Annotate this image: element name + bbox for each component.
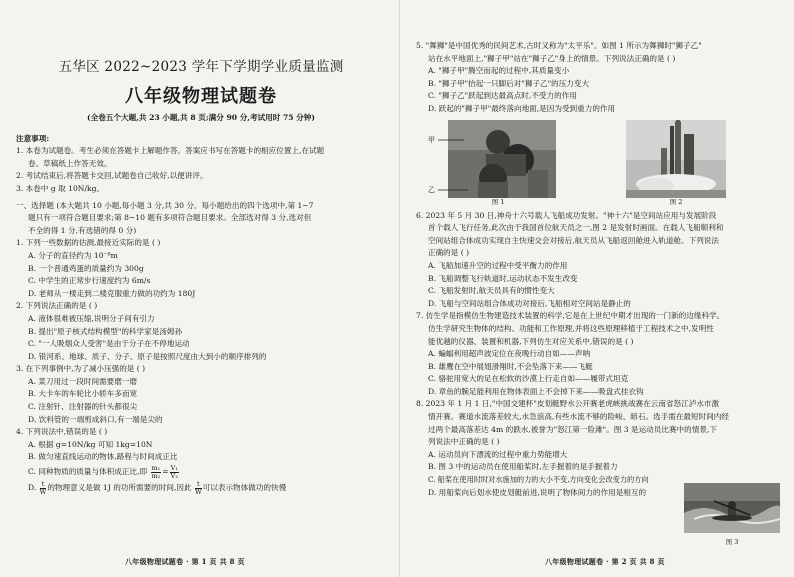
question-stem: 7. 仿生学是指模仿生物建造技术装置的科学,它是在上世纪中期才出现的一门新的边缘科学。	[416, 311, 725, 321]
figure-row	[416, 120, 780, 208]
question-stem: 5. "舞狮"是中国优秀的民间艺术,古时又称为"太平乐"。如图 1 所示为舞狮时"狮子乙"	[416, 41, 702, 50]
question-stem: 情开赛。赛道水流落差较大,水急浪高,有些水流不够的险峻、暗石。选手需在最短时间内经	[428, 412, 729, 422]
question-stem: 列说法中正确的是 ( )	[428, 437, 500, 447]
question-6	[416, 210, 780, 311]
question-stem: 正确的是 ( )	[428, 248, 470, 258]
option-d: D. 银河系、地球、质子、分子、原子是按照尺度由大到小的顺序排列的	[28, 351, 267, 361]
notice-line: 卷、草稿纸上作答无效。	[28, 158, 112, 168]
section-line: 一、选择题 (本大题共 10 小题,每小题 3 分,共 30 分。每小题给出的四个选项中,第 1~7	[16, 200, 314, 210]
section-1-instructions	[16, 200, 386, 238]
option-b: B. 做匀速直线运动的物体,路程与时间成正比	[28, 452, 178, 462]
page-footer-2: 八年级物理试题卷 · 第 2 页 共 8 页	[545, 557, 665, 567]
exam-subtitle: (全卷五个大题,共 23 小题,共 8 页;满分 90 分,考试用时 75 分钟)	[87, 113, 315, 122]
option-d: D. 饮料管的一端剪成斜口,有一端是尖的	[28, 414, 163, 424]
option-b: B. 飞船调整飞行轨道时,运动状态不发生改变	[428, 273, 578, 283]
option-d: D. 老师从一楼走到二楼克服重力做的功约为 180J	[28, 288, 196, 298]
question-1	[16, 237, 386, 300]
option-d: D. 章鱼的腕足能利用在物体表面上不会掉下来——吸盘式挂衣钩	[428, 386, 644, 396]
option-d: D. $\frac{t}{W}$ 的物理意义是做 1J 的功所需要的时间,因此 $\frac{t}{W}$ 可以表示物体做功的快慢	[28, 479, 287, 496]
option-d: D. 跃起的"狮子甲"最终落向地面,是因为受到重力的作用	[428, 103, 616, 113]
option-c: C. 骆驼用宽大的足在松软的沙漠上行走自如——履带式坦克	[428, 374, 629, 384]
option-c: C. 飞船发射时,航天员具有的惯性变大	[428, 286, 555, 296]
figure-2	[626, 120, 726, 207]
option-a: A. 蝙蝠利用超声波定位在夜晚行动自如——声呐	[428, 349, 591, 359]
option-c: C. "一人吸烟众人受害"是由于分子在不停地运动	[28, 339, 190, 349]
option-c-text: C. 同种物质的质量与体积成正比,即	[28, 467, 148, 477]
question-stem: 仿生学研究生物体的结构、功能和工作原理,并将这些原理移植于工程技术之中,发明性	[428, 323, 714, 333]
option-c: C. 中学生的正常步行速度约为 6m/s	[28, 276, 151, 286]
option-c: C. 同种物质的质量与体积成正比,即 $\frac{\text{m₁}}{\text{m₂}}$ = $\frac{\text{V₁}}{\text{V₂}}$	[28, 463, 178, 480]
option-a: A. 飞船加速升空的过程中受平衡力的作用	[428, 260, 568, 270]
mass-ratio: $\frac{\text{m₁}}{\text{m₂}}$	[151, 463, 161, 480]
question-stem: 1. 下列一些数据的估测,最接近实际的是 ( )	[16, 238, 161, 248]
question-4	[16, 426, 386, 496]
option-b: B. 提出"原子核式结构模型"的科学家是汤姆孙	[28, 326, 183, 336]
question-stem: 站在水平地面上,"狮子甲"站在"狮子乙"身上的情景。下列说法正确的是 ( )	[428, 53, 676, 63]
option-b: B. 一个普通鸡蛋的质量约为 300g	[28, 263, 144, 273]
time-work-ratio-2: $\frac{t}{W}$	[194, 479, 202, 496]
time-work-ratio: $\frac{t}{W}$	[39, 479, 47, 496]
figure-1-label-b: 乙	[428, 185, 435, 194]
question-stem: 首个载人飞行任务,此次由于我国首位航天员之一,图 2 是发射时画面。在载人飞船顺利和	[428, 223, 724, 233]
question-stem: 3. 在下列事例中,为了减小压强的是 ( )	[16, 364, 146, 374]
option-c: C. 船桨在使用时时对水施加的力的大小不变,方向变化会改变力的方向	[428, 475, 649, 485]
notice-header: 注意事项:	[16, 133, 50, 143]
question-7	[416, 310, 780, 398]
exam-title: 八年级物理试题卷	[125, 86, 277, 107]
option-a: A. 运动员向下漂流的过程中重力势能增大	[428, 449, 568, 459]
option-a: A. 液体很难被压缩,说明分子间有引力	[28, 313, 155, 323]
question-stem: 4. 下列说法中,错误的是 ( )	[16, 427, 108, 437]
figure-1-caption: 图 1	[491, 197, 505, 206]
figure-3-caption: 图 3	[725, 538, 739, 546]
question-stem: 能优越的仪器、装置和机器,下列仿生对应关系中,错误的是 ( )	[428, 336, 634, 346]
volume-ratio: $\frac{\text{V₁}}{\text{V₂}}$	[170, 463, 178, 480]
notice-line: 1. 本卷为试题卷。考生必须在答题卡上解题作答。答案应书写在答题卡的相应位置上,在试题	[16, 146, 325, 156]
option-a: A. 菜刀用过一段时间需要磨一磨	[28, 376, 138, 386]
option-c: C. "狮子乙"跃起到达最高点时,不受力的作用	[428, 91, 577, 101]
figure-3	[684, 483, 780, 547]
exam-title-region: 五华区 2022~2023 学年下学期学业质量监测	[58, 59, 344, 75]
option-a: A. "狮子甲"腾空而起的过程中,其质量变小	[428, 66, 570, 76]
option-a: A. 分子的直径约为 10⁻⁸m	[28, 250, 118, 260]
rocket-launch-photo	[626, 120, 726, 198]
option-b: B. 雄鹰在空中展翅滑翔时,不会坠落下来——飞艇	[428, 361, 593, 371]
figure-1	[428, 120, 558, 207]
option-c: C. 注射针、注射器的针头都很尖	[28, 402, 138, 412]
question-stem: 8. 2023 年 1 月 1 日,"中国交建杯"皮划艇野水公开赛老虎峡挑战赛在云南省怒江泸水市激	[416, 399, 720, 409]
question-2	[16, 300, 386, 363]
notice-line: 3. 本卷中 g 取 10N/kg。	[16, 183, 105, 193]
notice-line: 2. 考试结束后,将答题卡交回,试题卷自己收好,以便讲评。	[16, 171, 208, 181]
option-d: D. 飞船与空间站组合体成功对接后,飞船相对空间站是静止的	[428, 298, 631, 308]
question-5	[416, 40, 780, 116]
option-b: B. 大卡车的车轮比小轿车多而宽	[28, 389, 138, 399]
option-d: D. 用船桨向后划水使皮划艇前进,说明了物体间力的作用是相互的	[428, 487, 647, 497]
section-line: 不全的得 1 分,有选错的得 0 分)	[28, 225, 137, 235]
figure-2-caption: 图 2	[669, 197, 683, 206]
question-stem: 空间站组合体成功实现自主快速交会对接后,航天员从飞船返回舱进入轨道舱。下列说法	[428, 235, 719, 245]
option-a: A. 根据 g=10N/kg 可知 1kg=10N	[28, 439, 153, 449]
question-3	[16, 363, 386, 426]
option-b: B. "狮子甲"抬起一只脚后对"狮子乙"的压力变大	[428, 78, 590, 88]
question-stem: 2. 下列说法正确的是 ( )	[16, 301, 98, 311]
question-stem: 过两个最高落差达 4m 的跌水,被誉为"怒江第一险滩"。图 3 是运动员比赛中的情景,下	[428, 424, 717, 434]
page-footer-1: 八年级物理试题卷 · 第 1 页 共 8 页	[125, 557, 245, 567]
option-b: B. 图 3 中的运动员在使用船桨时,左手握着的是手握着力	[428, 462, 618, 472]
page-2	[400, 0, 794, 577]
section-line: 题只有一项符合题目要求;第 8~10 题有多项符合题目要求。全部选对得 3 分,选对但	[28, 213, 312, 223]
figure-1-label-a: 甲	[428, 135, 435, 144]
question-stem: 6. 2023 年 5 月 30 日,神舟十六号载人飞船成功发射。"神十六"是空间站应用与发展阶段	[416, 210, 717, 220]
lion-dance-photo	[438, 120, 558, 198]
kayak-race-photo	[684, 483, 780, 533]
